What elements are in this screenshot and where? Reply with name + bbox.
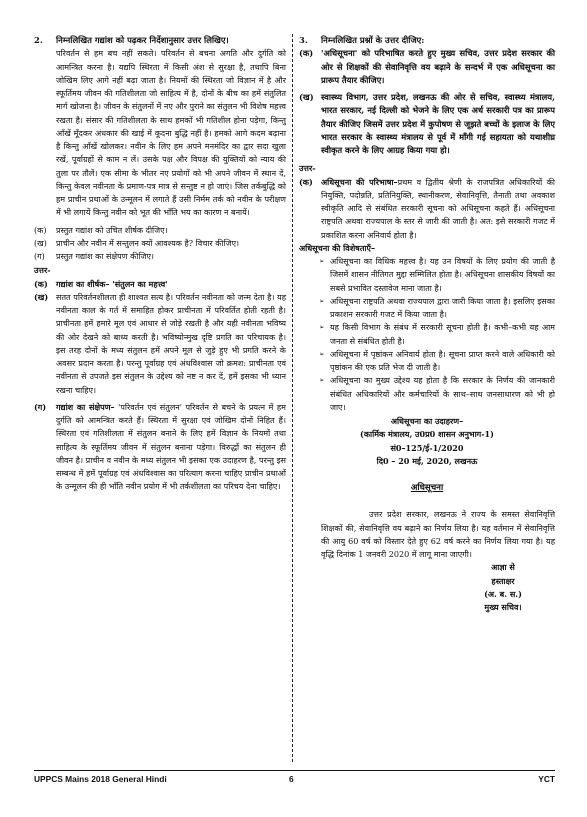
publisher-name: YCT: [538, 774, 555, 784]
answer-a: [299, 176, 555, 242]
answer-head: गद्यांश का संक्षेपण–: [56, 401, 115, 412]
item-label: (ख): [299, 92, 314, 102]
question-text: निम्नलिखित गद्यांश को पढ़कर निर्देशानुसार उत्तर लिखिए।: [56, 35, 229, 45]
answer-b: [34, 291, 286, 397]
answer-a: [34, 278, 286, 291]
item-text: स्वास्थ्य विभाग, उत्तर प्रदेश, लखनऊ की ओर से सचिव, स्वास्थ्य मंत्रालय, भारत सरकार, नई दिल्ली को भेजने के लिए एक अर्ध सरकारी पत्र का प्रारूप तैयार कीजिए जिसमें उत्तर प्रदेश में कुपोषण से जूझते बच्चों के इलाज के लिए भारत सरकार के स्वास्थ्य मंत्रालय से पूर्व में माँगी गई सहायता को यथाशीघ्र स्वीकृत करने के लिए आग्रह किया गया हो।: [321, 92, 555, 155]
sub-question-label: (ख): [34, 238, 47, 248]
sub-question: [34, 237, 286, 250]
page-number: 6: [289, 774, 294, 784]
signature-line: आज्ञा से: [491, 562, 515, 573]
answer-label: (ख): [34, 291, 49, 302]
question-2: [34, 34, 286, 47]
question-number: 2.: [34, 35, 43, 45]
question-3-item: [299, 91, 555, 157]
sub-question-label: (ग): [34, 252, 45, 261]
example-department: (कार्मिक मंत्रालय, उ0प्र0 शासन अनुभाग-1): [360, 429, 494, 440]
notice-title: अधिसूचना: [410, 483, 444, 493]
answer-heading: उत्तर-: [299, 163, 316, 174]
answer-label: (ग): [34, 401, 47, 412]
item-text: 'अधिसूचना' को परिभाषित करते हुए मुख्य सचिव, उत्तर प्रदेश सरकार की ओर से शिक्षकों की सेवानिवृत्ति वय बढ़ाने के सन्दर्भ में एक अधिसूचना का प्रारूप तैयार कीजिए।: [321, 48, 555, 85]
sub-question-text: प्राचीन और नवीन में सन्तुलन क्यों आवश्यक है? विचार कीजिए।: [56, 238, 240, 248]
example-date: दि0 – 20 मई, 2020, लखनऊ: [376, 455, 478, 466]
footer-exam-title: UPPCS Mains 2018 General Hindi: [34, 774, 167, 784]
sub-question: [34, 224, 286, 237]
notice-body: उत्तर प्रदेश सरकार, लखनऊ ने राज्य के समस्त सेवानिवृत्ति शिक्षकों की, सेवानिवृत्ति वय बढ़ाने का निर्णय लिया है। यह वर्तमान में सेवानिवृत्ति की आयु 60 वर्ष को विस्तार देते हुए 62 वर्ष करने का निर्णय लिया गया है। यह वृद्धि दिनांक 1 जनवरी 2020 में लागू माना जाएगी।: [321, 510, 555, 559]
signature-block: [299, 561, 555, 614]
answer-head: अधिसूचना की परिभाषा–: [321, 176, 398, 187]
answer-title: गद्यांश का शीर्षक– 'संतुलन का महत्त्व': [56, 278, 168, 289]
page-footer: [34, 770, 555, 789]
question-number: 3.: [299, 35, 308, 45]
feature-item: ➢ अधिसूचना का मुख्य उद्देश्य यह होता है कि सरकार के निर्णय की जानकारी संबंधित अधिकारियों और कर्मचारियों के साथ–साथ जनसाधारण को भी हो जाए।: [321, 374, 555, 414]
column-divider: [292, 34, 293, 762]
answer-text: सतत परिवर्तनशीलता ही शाश्वत सत्य है। परिवर्तन नवीनता को जन्म देता है। यह नवीनता काल के गर्त में समाहित होकर प्राचीनता में परिवर्तित होती रहती है। प्राचीनता हमें हमारे मूल एवं आधार से जोड़े रखती है और यही नवीनता भविष्य की ओर देखने को बाध्य करती है। भविष्योन्मुख दृष्टि प्रगति का परिचायक है। इस तरह दोनों के मध्य संतुलन हमें अपने मूल से जुड़े हुए भी प्रगति करने के अवसर प्रदान करता है। परन्तु पूर्वाग्रह एवं अंधविश्वास जो क्रमश: प्राचीनता एवं नवीनता से उपजते इस संतुलन के उद्देश्य को नष्ट न कर दें, हमें इसका भी ध्यान रखना चाहिए।: [56, 292, 286, 395]
left-column: [34, 34, 286, 494]
question-3: [299, 34, 555, 47]
signature-line: (अ. ब. स.): [484, 588, 522, 599]
sub-question-label: (क): [34, 225, 47, 235]
features-list: [299, 255, 555, 414]
answer-heading: उत्तर-: [34, 265, 51, 276]
sub-question-text: प्रस्तुत गद्यांश का संक्षेपण कीजिए।: [56, 252, 154, 261]
feature-item: ➢ यह किसी विभाग के संबंध में सरकारी सूचना होती है। कभी–कभी यह आम जनता से संबंधित होती है।: [321, 321, 555, 348]
passage-text: परिवर्तन से हम बच नहीं सकते। परिवर्तन से बचना अगति और दुर्गति को आमन्त्रित करना है। यद्यपि स्थिरता में किसी अंश से सुरक्षा है, तथापि बिना जोखिम लिए आगे नहीं बढ़ा जाता है। नियमों की स्थिरता जो विज्ञान में है और स्फूर्तिमय जीवन की गतिशीलता जो साहित्य में है, दोनों के बीच का हमें संतुलित मार्ग खोजना है। जीवन के संतुलनों में नए और पुराने का संतुलन भी विशेष महत्त्व रखता है। संसार की गतिशीलता के साथ हमकों भी गतिशील होना पड़ेगा, किन्तु आँखें मूँदकर अंधकार की खाई में कूदना बुद्धि नहीं है। हमको आगे कदम बढ़ाना है किन्तु आँखें खोलकर। नवीन के लिए हम अपने मनमंदिर का द्वार सदा खुला रखें, पूर्वाग्रहों से काम न लें। उसके पक्ष और विपक्ष की युक्तियों को न्याय की तुला पर तौलें। एक सीमा के भीतर नए प्रयोगों को भी अपने जीवन में स्थान दें, किन्तु केवल नवीनता के प्रमाण-पत्र मात्र से सन्तुष्ट न हो जाएं। जिस तर्कबुद्धि को हम प्राचीन प्रथाओं के उन्मूलन में लगाते हैं उसी निर्मम तर्क को नवीन के परीक्षण में भी लगायें किन्तु नवीन को भूत की भाँति भय का कारण न बनायें।: [56, 49, 286, 218]
question-3-item: [299, 47, 555, 87]
sub-question: [34, 250, 286, 263]
feature-item: ➢ अधिसूचना में पृष्ठांकन अनिवार्य होता है। सूचना प्राप्त करने वाले अधिकारी को पृष्ठांकन की एक प्रति भेज दी जाती है।: [321, 348, 555, 375]
question-text: निम्नलिखित प्रश्नों के उत्तर दीजिए:: [321, 35, 425, 45]
example-number: सं0–125/ई-1/2020: [390, 442, 464, 453]
answer-label: (क): [34, 278, 48, 289]
features-heading: अधिसूचना की विशेषताएँ–: [299, 242, 375, 253]
right-column: [299, 34, 555, 614]
answer-body: 'परिवर्तन एवं संतुलन' परिवर्तन से बचने के प्रयत्न में हम दुर्गति को आमन्त्रित करते हैं। स्थिरता में सुरक्षा एवं जोखिम दोनों निहित हैं। स्थिरता एवं गतिशीलता में संतुलन बनाने के लिए हमें विज्ञान के नियमों तथा साहित्य के स्फूर्तिमय जीवन में संतुलन बनाना पड़ेगा। विरुद्धों का संतुलन ही जीवन है। प्राचीन व नवीन के मध्य संतुलन भी इसका एक उदाहरण है, परन्तु इस सम्बन्ध में हमें पूर्वाग्रह एवं अंधविश्वास का परित्याग करना चाहिए प्राचीन प्रथाओं के उन्मूलन की ही भाँति नवीन प्रयोग में भी तर्कशीलता का परिचय देना चाहिए।: [56, 402, 286, 492]
answer-text: [321, 176, 555, 242]
answer-body: प्रथम व द्वितीय श्रेणी के राजपत्रित अधिकारियों की नियुक्ति, पदोन्नति, प्रतिनियुक्ति, स्थानीकरण, सेवानिवृत्ति, तैनाती तथा अवकाश स्वीकृति आदि से संबंधित सरकारी सूचना को अधिसूचना कहते हैं। अधिसूचना राष्ट्रपति अथवा राज्यपाल के स्तर से जारी की जाती है। अत: इसे सरकारी गजट में प्रकाशित करना अनिवार्य होता है।: [321, 177, 556, 240]
signature-line: मुख्य सचिव।: [484, 602, 522, 612]
answer-label: (क): [299, 176, 313, 187]
item-label: (क): [299, 48, 314, 59]
signature-line: हस्ताक्षर: [491, 575, 515, 586]
feature-item: ➢ अधिसूचना का विधिक महत्त्व है। यह उन विषयों के लिए प्रयोग की जाती है जिसमें शासन नीतिगत मुद्दा सम्मिलित होता है। अधिसूचना शासकीय विषयों का सबसे प्रभावित दस्तावेज माना जाता है।: [321, 255, 555, 295]
answer-text: [56, 401, 286, 494]
sub-question-text: प्रस्तुत गद्यांश को उचित शीर्षक दीजिए।: [56, 225, 168, 235]
feature-item: ➢ अधिसूचना राष्ट्रपति अथवा राज्यपाल द्वारा जारी किया जाता है। इसलिए इसका प्रकाशन सरकारी गजट में किया जाता है।: [321, 295, 555, 322]
answer-c: [34, 401, 286, 494]
example-title: अधिसूचना का उदाहरण–: [390, 416, 464, 426]
